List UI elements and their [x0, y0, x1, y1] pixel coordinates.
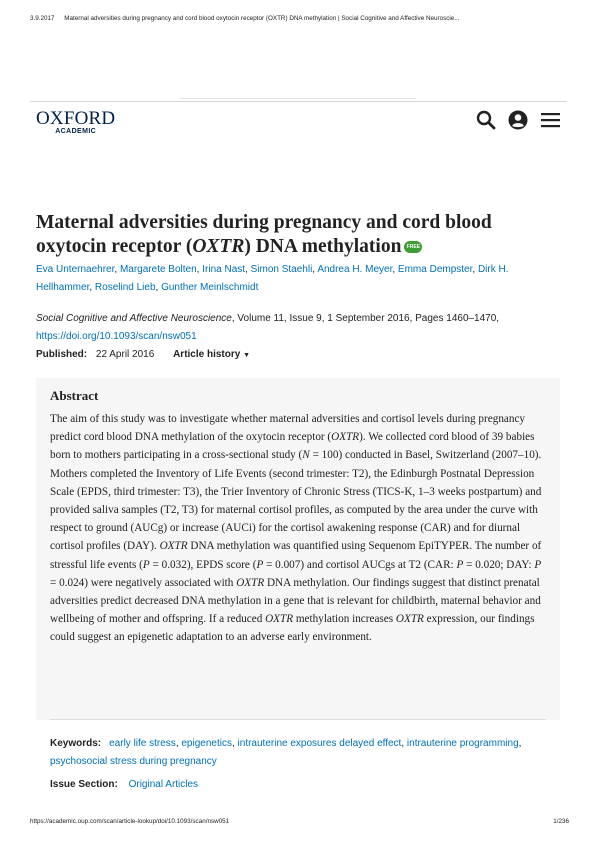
keyword-link[interactable]: intrauterine exposures delayed effect [237, 738, 402, 749]
author-link[interactable]: Eva Unternaehrer [36, 264, 115, 275]
keywords-label: Keywords: [50, 738, 102, 749]
author-separator: , [89, 282, 95, 293]
keyword-separator: , [231, 738, 238, 749]
abstract-segment: The aim of this study was to investigate whether maternal adversities and cortisol levels during pregnancy predict cord blood DNA methylation of the oxytocin receptor ( [50, 413, 526, 444]
menu-icon[interactable] [541, 110, 561, 130]
keyword-separator: , [175, 738, 182, 749]
author-separator: , [472, 264, 478, 275]
author-link[interactable]: Emma Dempster [397, 264, 473, 275]
abstract-segment: DNA methylation. Our findings suggest that distinct prenatal adversities predict decreased DNA methylation in a gene that is relevant for childbirth, maternal behavior and wellbeing of mother and offspring. If a reduced [50, 576, 541, 626]
published-date: 22 April 2016 [95, 349, 155, 360]
author-separator: , [312, 264, 318, 275]
keywords-divider [50, 719, 546, 720]
print-footer-url: https://academic.oup.com/scan/article-lookup/doi/10.1093/scan/nsw051 [30, 818, 230, 825]
issue-section-link[interactable]: Original Articles [128, 779, 199, 790]
author-link[interactable]: Roselind Lieb [94, 282, 156, 293]
keyword-link[interactable]: psychosocial stress during pregnancy [50, 756, 217, 767]
abstract-heading: Abstract [50, 388, 99, 403]
doi-link[interactable]: https://doi.org/10.1093/scan/nsw051 [36, 331, 197, 342]
abstract-italic-term: OXTR [159, 540, 188, 553]
abstract-segment: expression, our findings could suggest an epigenetic adaptation to an adverse early environment. [50, 613, 535, 644]
abstract-segment: ). We collected cord blood of 39 babies born to mothers participating in a cross-sectional study ( [50, 431, 535, 462]
print-date: 3.9.2017 [30, 15, 55, 22]
title-gene-name: OXTR [192, 236, 245, 257]
abstract-italic-term: P [456, 558, 464, 571]
author-separator: , [392, 264, 398, 275]
abstract-italic-term: OXTR [265, 613, 294, 626]
abstract-italic-term: P [256, 558, 264, 571]
author-link[interactable]: Simon Staehli [250, 264, 313, 275]
issue-section-row [50, 776, 550, 794]
logo-subtitle: ACADEMIC [55, 128, 97, 135]
print-header [30, 15, 570, 22]
title-part-1: Maternal adversities during pregnancy and cord blood oxytocin receptor ( [36, 212, 492, 257]
abstract-segment: = 100) conducted in Basel, Switzerland (2007–10). Mothers completed the Inventory of Life Events (second trimester: T2), the Edinburgh Postnatal Depression Scale (EPDS, third trimester: T3), the Trier Inventory of Chronic Stress (TICS-K, 1–3 weeks postpartum) and provided saliva samples (T2, T3) for maternal cortisol profiles, as computed by the area under the curve with respect to ground (AUCg) or increase (AUCi) for the cortisol awakening response (CAR) and for diurnal cortisol profiles (DAY). [50, 449, 542, 553]
header-divider-accent [180, 98, 416, 99]
author-link[interactable]: Dirk H. Hellhammer [36, 264, 509, 293]
author-link[interactable]: Irina Nast [202, 264, 246, 275]
issue-section-label: Issue Section: [50, 779, 118, 790]
keyword-link[interactable]: early life stress [109, 738, 176, 749]
published-label: Published: [36, 349, 88, 360]
journal-name[interactable]: Social Cognitive and Affective Neuroscience [36, 313, 232, 324]
author-separator: , [114, 264, 120, 275]
abstract-segment: DNA methylation was quantified using Sequenom EpiTYPER. The number of stressful life events ( [50, 540, 542, 571]
author-link[interactable]: Margarete Bolten [119, 264, 197, 275]
abstract-italic-term: P [534, 558, 542, 571]
author-list [36, 261, 556, 297]
abstract-italic-term: OXTR [395, 613, 424, 626]
author-separator: , [196, 264, 203, 275]
print-page-title: Maternal adversities during pregnancy and cord blood oxytocin receptor (OXTR) DNA methylation | Social Cognitive and Affective Neuroscie... [64, 15, 460, 22]
abstract-segment: = 0.020; DAY: [463, 558, 535, 571]
free-badge: FREE [404, 241, 422, 253]
article-title [36, 211, 556, 259]
keywords-list [50, 738, 521, 767]
published-row [36, 346, 556, 365]
title-part-2: ) DNA methylation [244, 236, 402, 257]
search-icon[interactable] [476, 110, 496, 130]
keyword-separator: , [518, 738, 522, 749]
keyword-link[interactable]: epigenetics [181, 738, 232, 749]
user-account-icon[interactable] [508, 110, 528, 130]
author-separator: , [155, 282, 162, 293]
citation [36, 310, 561, 346]
article-history-toggle[interactable] [173, 349, 250, 360]
citation-details: , Volume 11, Issue 9, 1 September 2016, Pages 1460–1470, [231, 313, 500, 324]
keywords-row [50, 735, 550, 771]
print-footer-page: 1/236 [553, 818, 569, 825]
abstract-text [50, 410, 550, 647]
abstract-italic-term: N [302, 449, 310, 462]
abstract-segment: = 0.032), EPDS score ( [149, 558, 257, 571]
caret-down-icon: ▼ [243, 352, 251, 359]
author-link[interactable]: Gunther Meinlschmidt [161, 282, 259, 293]
abstract-segment: methylation increases [293, 613, 396, 626]
abstract-italic-term: OXTR [236, 576, 265, 589]
article-history-label: Article history [173, 349, 241, 360]
abstract-italic-term: OXTR [331, 431, 360, 444]
logo-wordmark: OXFORD [36, 108, 116, 129]
abstract-segment: = 0.007) and cortisol AUCgs at T2 (CAR: [263, 558, 457, 571]
author-separator: , [245, 264, 251, 275]
oxford-academic-logo[interactable] [36, 110, 115, 136]
abstract-italic-term: P [142, 558, 150, 571]
abstract-segment: = 0.024) were negatively associated with [50, 576, 237, 589]
keyword-link[interactable]: intrauterine programming [406, 738, 519, 749]
header-divider [30, 101, 567, 102]
keyword-separator: , [401, 738, 407, 749]
author-link[interactable]: Andrea H. Meyer [317, 264, 393, 275]
